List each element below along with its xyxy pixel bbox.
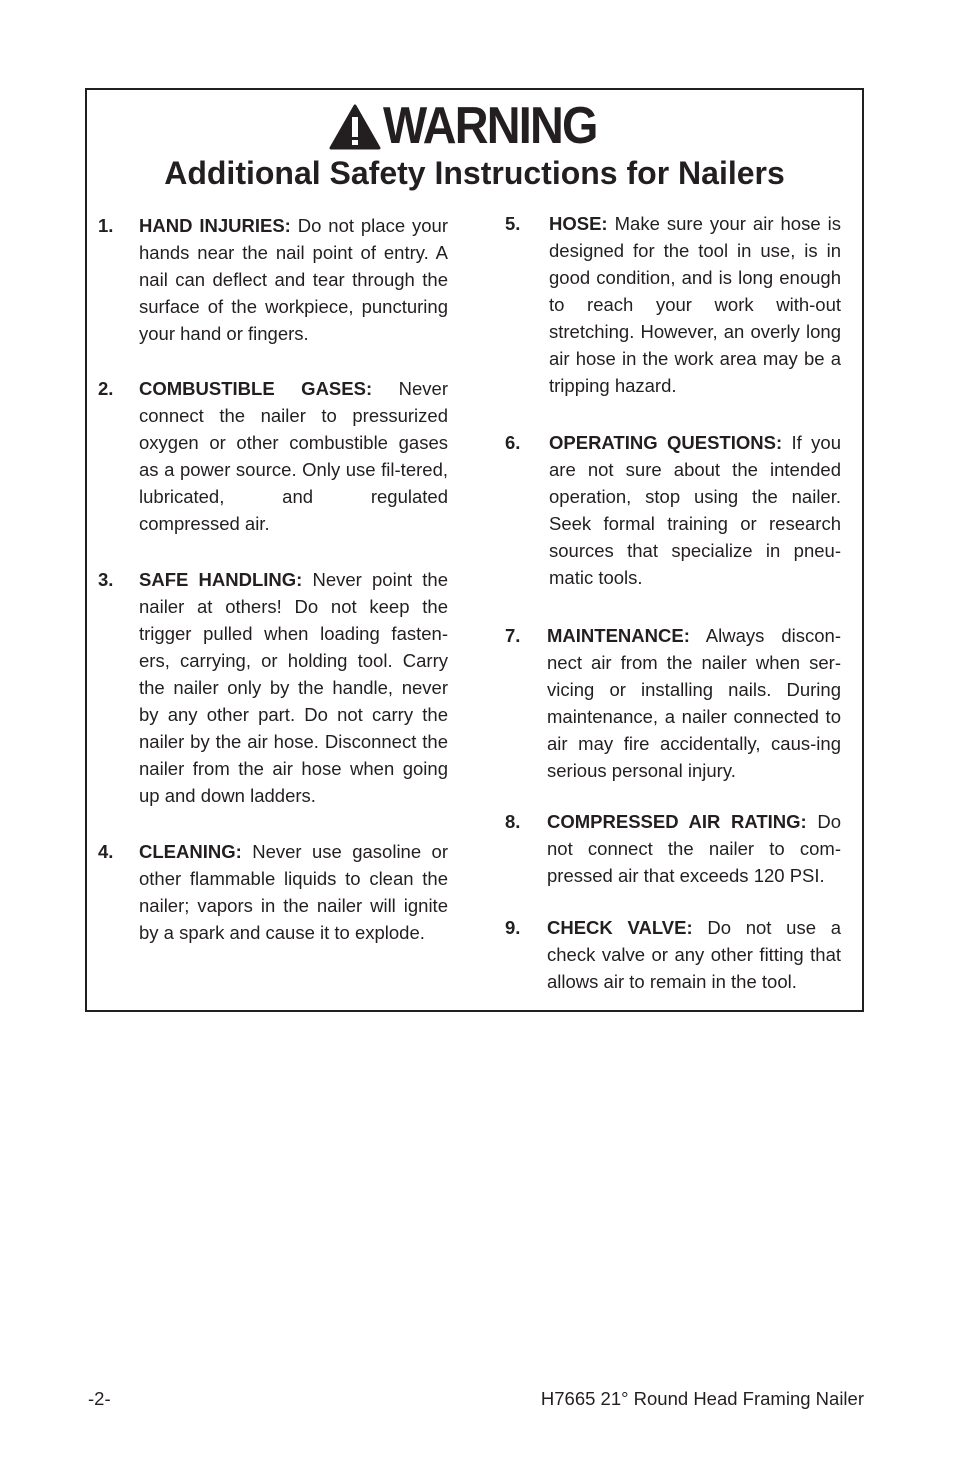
item-text: If you are not sure about the intended operation, stop using the nailer. Seek formal training or research sources that specialize in pneu-matic tools. bbox=[549, 432, 842, 588]
item-label: COMBUSTIBLE GASES: bbox=[139, 378, 373, 399]
item-label: CHECK VALVE: bbox=[547, 917, 693, 938]
section-title: Additional Safety Instructions for Nailers bbox=[164, 155, 785, 191]
safety-item-2 bbox=[98, 375, 448, 537]
item-number: 1. bbox=[98, 215, 114, 236]
item-label: SAFE HANDLING: bbox=[139, 569, 303, 590]
item-number: 7. bbox=[505, 625, 521, 646]
item-text: Never connect the nailer to pressurized oxygen or other combustible gases as a power source. Only use fil-tered, lubricated, and regulated compressed air. bbox=[139, 378, 449, 534]
page-number: -2- bbox=[88, 1388, 111, 1409]
item-number: 3. bbox=[98, 569, 114, 590]
item-label: COMPRESSED AIR RATING: bbox=[547, 811, 807, 832]
item-label: CLEANING: bbox=[139, 841, 242, 862]
item-text: Never point the nailer at others! Do not keep the trigger pulled when loading fasten-ers, carrying, or holding tool. Carry the nailer only by the handle, never by any other part. Do not carry the nailer by the air hose. Disconnect the nailer from the air hose when going up and down ladders. bbox=[139, 569, 449, 806]
item-text: Do not place your hands near the nail point of entry. A nail can deflect and tear through the surface of the workpiece, puncturing your hand or fingers. bbox=[139, 215, 448, 344]
item-label: HOSE: bbox=[549, 213, 608, 234]
safety-item-7 bbox=[505, 622, 841, 784]
warning-triangle-icon bbox=[329, 103, 381, 151]
item-number: 9. bbox=[505, 917, 521, 938]
item-number: 6. bbox=[505, 432, 521, 453]
warning-word: WARNING bbox=[382, 97, 597, 155]
item-number: 8. bbox=[505, 811, 521, 832]
document-title: H7665 21° Round Head Framing Nailer bbox=[540, 1388, 864, 1409]
safety-item-4 bbox=[98, 838, 448, 946]
item-text: Make sure your air hose is designed for the tool in use, is in good condition, and is long enough to reach your work with-out stretching. However, an overly long air hose in the work area may be a tripping hazard. bbox=[549, 213, 842, 396]
item-text: Do not connect the nailer to com-pressed air that exceeds 120 PSI. bbox=[547, 811, 842, 886]
item-text: Never use gasoline or other flammable liquids to clean the nailer; vapors in the nailer will ignite by a spark and cause it to explode. bbox=[139, 841, 448, 943]
item-text: Do not use a check valve or any other fitting that allows air to remain in the tool. bbox=[547, 917, 842, 992]
safety-item-3 bbox=[98, 566, 448, 809]
warning-header bbox=[87, 98, 862, 154]
safety-item-9 bbox=[505, 914, 841, 995]
safety-item-5 bbox=[505, 210, 841, 399]
item-text: Always discon-nect air from the nailer when ser-vicing or installing nails. During maintenance, a nailer connected to air may fire accidentally, caus-ing serious personal injury. bbox=[547, 625, 841, 781]
safety-item-6 bbox=[505, 429, 841, 591]
item-number: 5. bbox=[505, 213, 521, 234]
item-number: 4. bbox=[98, 841, 114, 862]
item-label: HAND INJURIES: bbox=[139, 215, 291, 236]
safety-item-1 bbox=[98, 212, 448, 347]
item-label: OPERATING QUESTIONS: bbox=[549, 432, 783, 453]
item-number: 2. bbox=[98, 378, 114, 399]
item-label: MAINTENANCE: bbox=[547, 625, 690, 646]
safety-item-8 bbox=[505, 808, 841, 889]
